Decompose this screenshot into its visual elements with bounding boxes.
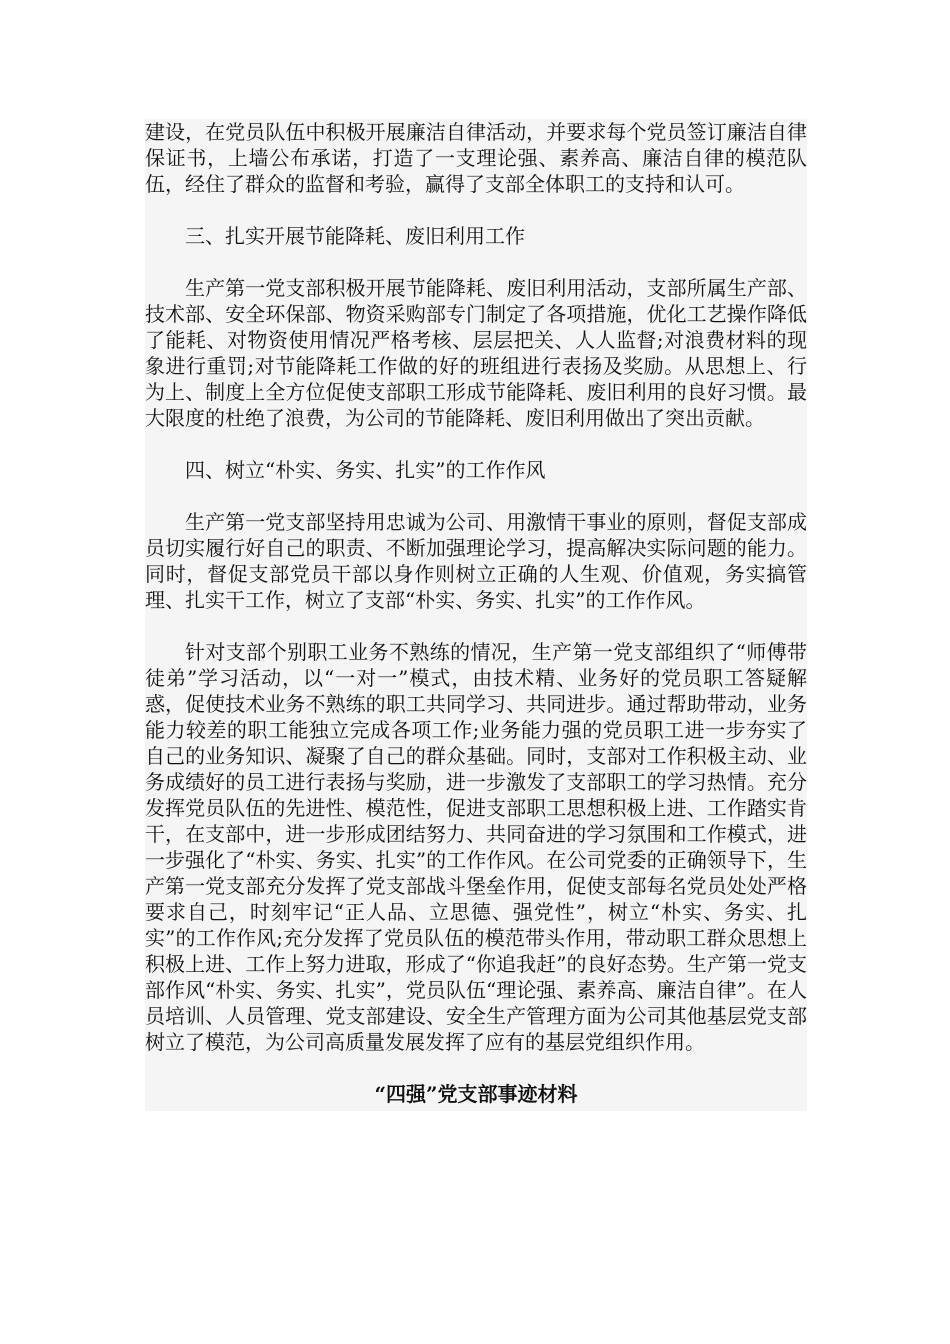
- paragraph-gap: [145, 431, 807, 457]
- document-title: “四强”党支部事迹材料: [374, 1082, 578, 1106]
- paragraph-gap: [145, 197, 807, 223]
- section-heading-4: 四、树立“朴实、务实、扎实”的工作作风: [185, 458, 546, 482]
- paragraph-gap: [145, 249, 807, 275]
- section-heading-3: 三、扎实开展节能降耗、废旧利用工作: [185, 224, 525, 248]
- document-body: [145, 119, 807, 1111]
- paragraph-work-style: 生产第一党支部坚持用忠诚为公司、用激情干事业的原则，督促支部成员切实履行好自己的职责、不断加强理论学习，提高解决实际问题的能力。同时，督促支部党员干部以身作则树立正确的人生观、价值观，务实搞管理、扎实干工作，树立了支部“朴实、务实、扎实”的工作作风。: [145, 510, 807, 612]
- paragraph-energy-saving: 生产第一党支部积极开展节能降耗、废旧利用活动，支部所属生产部、技术部、安全环保部、物资采购部专门制定了各项措施，优化工艺操作降低了能耗、对物资使用情况严格考核、层层把关、人人监督;对浪费材料的现象进行重罚;对节能降耗工作做的好的班组进行表扬及奖励。从思想上、行为上、制度上全方位促使支部职工形成节能降耗、废旧利用的良好习惯。最大限度的杜绝了浪费，为公司的节能降耗、废旧利用做出了突出贡献。: [145, 276, 807, 430]
- paragraph-mentorship: 针对支部个别职工业务不熟练的情况，生产第一党支部组织了“师傅带徒弟”学习活动，以“一对一”模式，由技术精、业务好的党员职工答疑解惑，促使技术业务不熟练的职工共同学习、共同进步。通过帮助带动，业务能力较差的职工能独立完成各项工作;业务能力强的党员职工进一步夯实了自己的业务知识、凝聚了自己的群众基础。同时，支部对工作积极主动、业务成绩好的员工进行表扬与奖励，进一步激发了支部职工的学习热情。充分发挥党员队伍的先进性、模范性，促进支部职工思想积极上进、工作踏实肯干，在支部中，进一步形成团结努力、共同奋进的学习氛围和工作模式，进一步强化了“朴实、务实、扎实”的工作作风。在公司党委的正确领导下，生产第一党支部充分发挥了党支部战斗堡垒作用，促使支部每名党员处处严格要求自己，时刻牢记“正人品、立思德、强党性”，树立“朴实、务实、扎实”的工作作风;充分发挥了党员队伍的模范带头作用，带动职工群众思想上积极上进、工作上努力进取，形成了“你追我赶”的良好态势。生产第一党支部作风“朴实、务实、扎实”，党员队伍“理论强、素养高、廉洁自律”。在人员培训、人员管理、党支部建设、安全生产管理方面为公司其他基层党支部树立了模范，为公司高质量发展发挥了应有的基层党组织作用。: [145, 640, 807, 1054]
- paragraph-continued: 建设，在党员队伍中积极开展廉洁自律活动，并要求每个党员签订廉洁自律保证书，上墙公布承诺，打造了一支理论强、素养高、廉洁自律的模范队伍，经住了群众的监督和考验，赢得了支部全体职工的支持和认可。: [145, 120, 807, 196]
- paragraph-gap: [145, 1055, 807, 1081]
- paragraph-gap: [145, 613, 807, 639]
- paragraph-gap: [145, 483, 807, 509]
